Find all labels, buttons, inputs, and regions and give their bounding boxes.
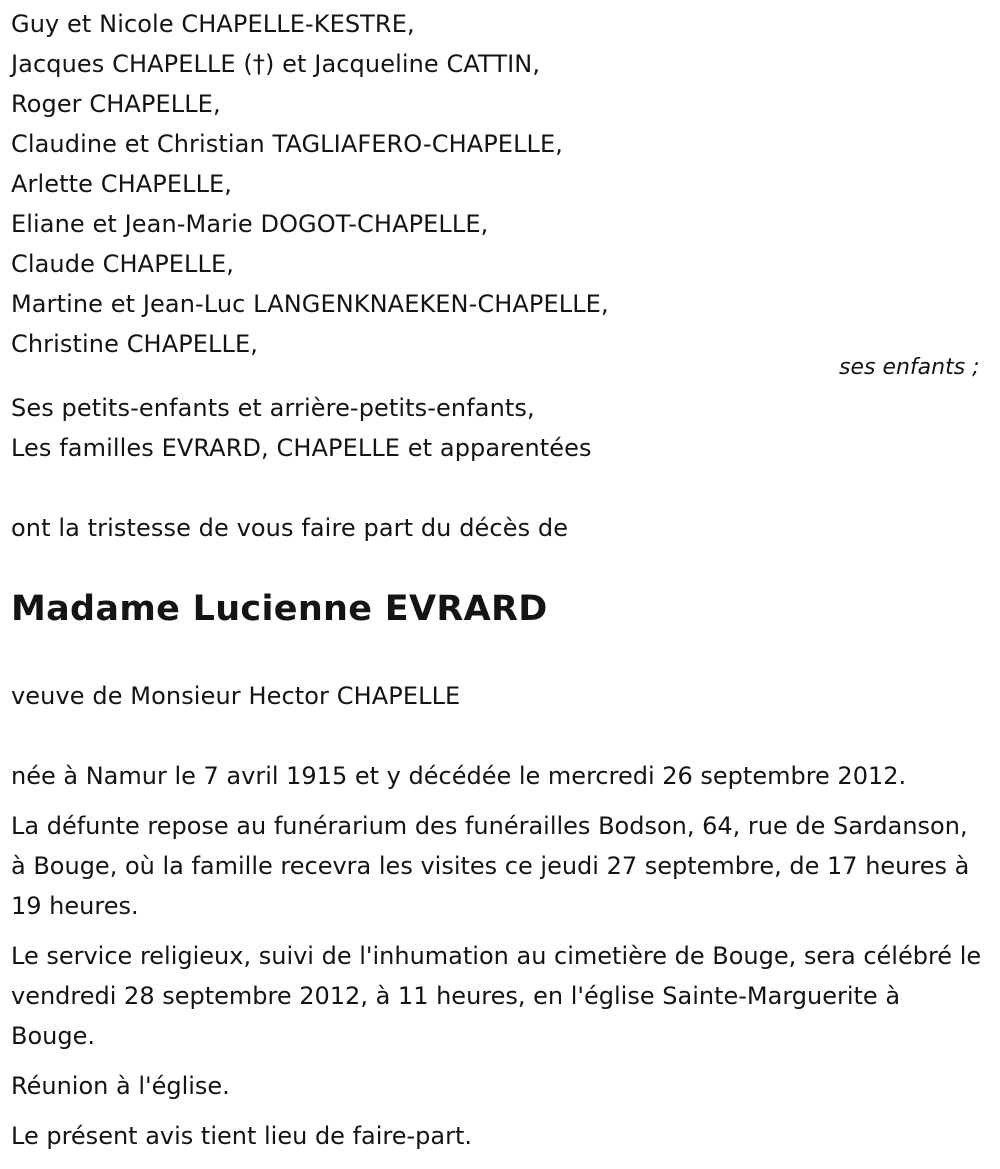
deceased-name: Madame Lucienne EVRARD [11, 589, 548, 629]
family-line: Martine et Jean-Luc LANGENKNAEKEN-CHAPELLE, [11, 290, 609, 318]
family-line: Claude CHAPELLE, [11, 250, 234, 278]
children-list [11, 4, 609, 364]
extended-family-line: Les familles EVRARD, CHAPELLE et apparentées [11, 434, 592, 462]
family-line: Eliane et Jean-Marie DOGOT-CHAPELLE, [11, 210, 489, 238]
extended-family-list [11, 388, 592, 468]
family-line: Jacques CHAPELLE (†) et Jacqueline CATTIN, [11, 50, 541, 78]
children-role-label: ses enfants ; [839, 355, 980, 380]
meeting-paragraph: Réunion à l'église. [11, 1072, 230, 1100]
family-line: Guy et Nicole CHAPELLE-KESTRE, [11, 10, 415, 38]
family-line: Claudine et Christian TAGLIAFERO-CHAPELLE, [11, 130, 564, 158]
family-line: Roger CHAPELLE, [11, 90, 221, 118]
announcement-intro: ont la tristesse de vous faire part du décès de [11, 514, 569, 542]
notice-paragraph: Le présent avis tient lieu de faire-part. [11, 1122, 473, 1150]
family-line: Christine CHAPELLE, [11, 330, 258, 358]
widow-of: veuve de Monsieur Hector CHAPELLE [11, 682, 461, 710]
extended-family-line: Ses petits-enfants et arrière-petits-enfants, [11, 394, 535, 422]
service-paragraph: Le service religieux, suivi de l'inhumation au cimetière de Bouge, sera célébré le vendredi 28 septembre 2012, à 11 heures, en l'église Sainte-Marguerite à Bouge. [11, 942, 982, 1050]
birth-death-paragraph: née à Namur le 7 avril 1915 et y décédée le mercredi 26 septembre 2012. [11, 762, 907, 790]
family-line: Arlette CHAPELLE, [11, 170, 233, 198]
funerarium-paragraph: La défunte repose au funérarium des funérailles Bodson, 64, rue de Sardanson, à Bouge, où la famille recevra les visites ce jeudi 27 septembre, de 17 heures à 19 heures. [11, 812, 970, 920]
